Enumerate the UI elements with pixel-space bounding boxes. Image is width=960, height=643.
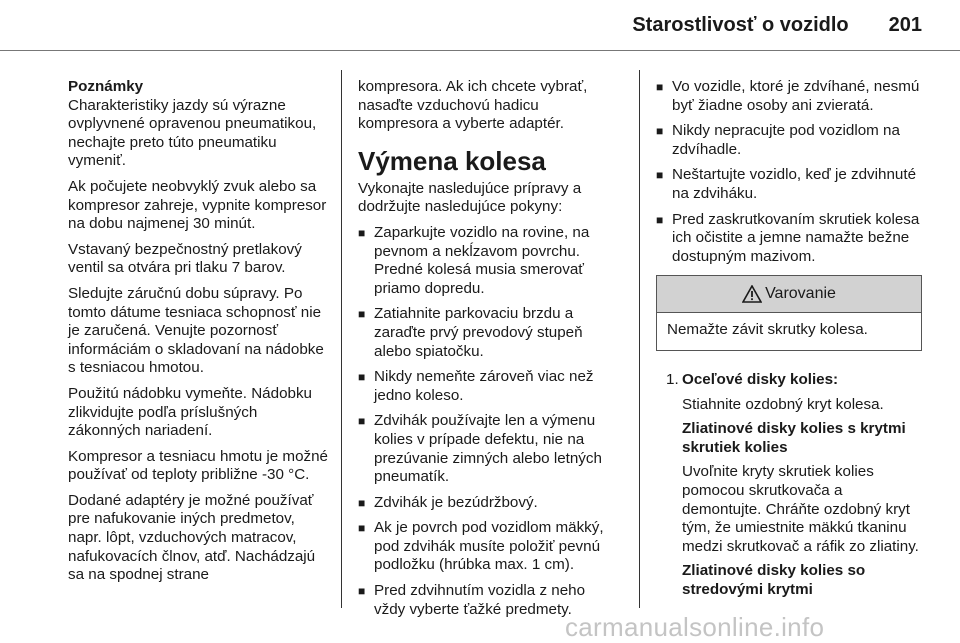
bullet-icon: ■ [358,521,366,536]
bullet-icon: ■ [656,168,664,183]
warning-title: Varovanie [765,285,836,303]
bullet-list [656,78,922,266]
header-rule [0,50,960,51]
warning-triangle-icon [742,285,762,303]
bullet-icon: ■ [656,124,664,139]
step-text: Uvoľnite kryty skrutiek kolies pomocou skrutkovača a demontujte. Chráňte ozdobný kryt tým, že umiestnite mäkkú tkaninu medzi skrutkovač a ráfik zo zliatiny. [682,463,919,555]
step-text: Stiahnite ozdobný kryt kolesa. [682,395,884,413]
list-item: ■ Zdvihák je bezúdržbový. [358,493,538,511]
column-middle [358,78,620,626]
column-divider [341,70,342,608]
step-title: Oceľové disky kolies: [682,370,839,388]
list-item: ■ Nikdy nepracujte pod vozidlom na zdvíhadle. [656,122,900,158]
bullet-icon: ■ [656,212,664,227]
bullet-list [358,224,620,619]
paragraph: Charakteristiky jazdy sú výrazne ovplyvnené opravenou pneumatikou, nechajte preto túto pneumatiku vymeniť. [68,96,317,170]
list-item: ■ Nikdy nemeňte zároveň viac než jedno koleso. [358,368,594,404]
note-title: Poznámky [68,78,144,95]
bullet-icon: ■ [358,307,366,322]
paragraph: Ak počujete neobvyklý zvuk alebo sa kompresor zahreje, vypnite kompresor na dobu najmenej 30 minút. [68,177,327,233]
paragraph: Použitú nádobku vymeňte. Nádobku zlikvidujte podľa príslušných zákonných nariadení. [68,384,313,440]
sub-heading: Zliatinové disky kolies so stredovými krytmi [682,562,866,598]
bullet-icon: ■ [358,414,366,429]
bullet-icon: ■ [656,80,664,94]
section-heading: Výmena kolesa [358,145,546,176]
warning-header [657,276,921,313]
page-header [632,14,922,37]
step-number: 1. [666,370,679,388]
list-item: ■ Zaparkujte vozidlo na rovine, na pevnom a nekĺzavom povrchu. Predné kolesá musia smerovať priamo dopredu. [358,223,590,297]
list-item: ■ Pred zaskrutkovaním skrutiek kolesa ich očistite a jemne namažte bežne dostupným mazivom. [656,210,920,265]
list-item: ■ Neštartujte vozidlo, keď je zdvihnuté na zdviháku. [656,166,917,202]
intro-text: Vykonajte nasledujúce prípravy a dodržujte nasledujúce pokyny: [358,179,582,216]
column-right [656,78,922,605]
warning-text: Nemažte závit skrutky kolesa. [667,321,868,339]
paragraph: Sledujte záručnú dobu súpravy. Po tomto dátume tesniaca schopnosť nie je zaručená. Venujte pozornosť informáciám o skladovaní na nádobke s tesniacou hmotou. [68,284,324,377]
list-item: ■ Zatiahnite parkovaciu brzdu a zaraďte prvý prevodový stupeň alebo spiatočku. [358,305,583,360]
bullet-icon: ■ [358,370,366,385]
list-item: ■ Ak je povrch pod vozidlom mäkký, pod zdvihák musíte položiť pevnú podložku (hrúbka max. 1 cm). [358,519,604,574]
paragraph: Vstavaný bezpečnostný pretlakový ventil sa otvára pri tlaku 7 barov. [68,240,302,277]
list-item: ■ Pred zdvihnutím vozidla z neho vždy vyberte ťažké predmety. [358,582,586,618]
sub-heading: Zliatinové disky kolies s krytmi skrutiek kolies [682,420,906,456]
bullet-icon: ■ [358,225,366,240]
paragraph: Dodané adaptéry je možné používať pre nafukovanie iných predmetov, napr. lôpt, vzduchových matracov, nafukovacích člnov, atď. Nachádzajú sa na spodnej strane [68,491,316,584]
paragraph: kompresora. Ak ich chcete vybrať, nasaďte vzduchovú hadicu kompresora a vyberte adaptér. [358,78,588,133]
column-divider [639,70,640,608]
column-left [68,78,330,592]
bullet-icon: ■ [358,584,366,599]
watermark: carmanualsonline.info [565,612,825,642]
list-item: ■ Zdvihák používajte len a výmenu kolies v prípade defektu, nie na prezúvanie zimných alebo letných pneumatík. [358,412,602,486]
paragraph: Kompresor a tesniacu hmotu je možné používať od teploty približne -30 °C. [68,447,329,484]
bullet-icon: ■ [358,495,366,510]
numbered-step [656,371,922,600]
section-title: Starostlivosť o vozidlo [632,14,849,36]
warning-box [656,275,922,351]
page-number: 201 [888,14,922,36]
list-item: ■ Vo vozidle, ktoré je zdvíhané, nesmú byť žiadne osoby ani zvieratá. [656,78,920,114]
